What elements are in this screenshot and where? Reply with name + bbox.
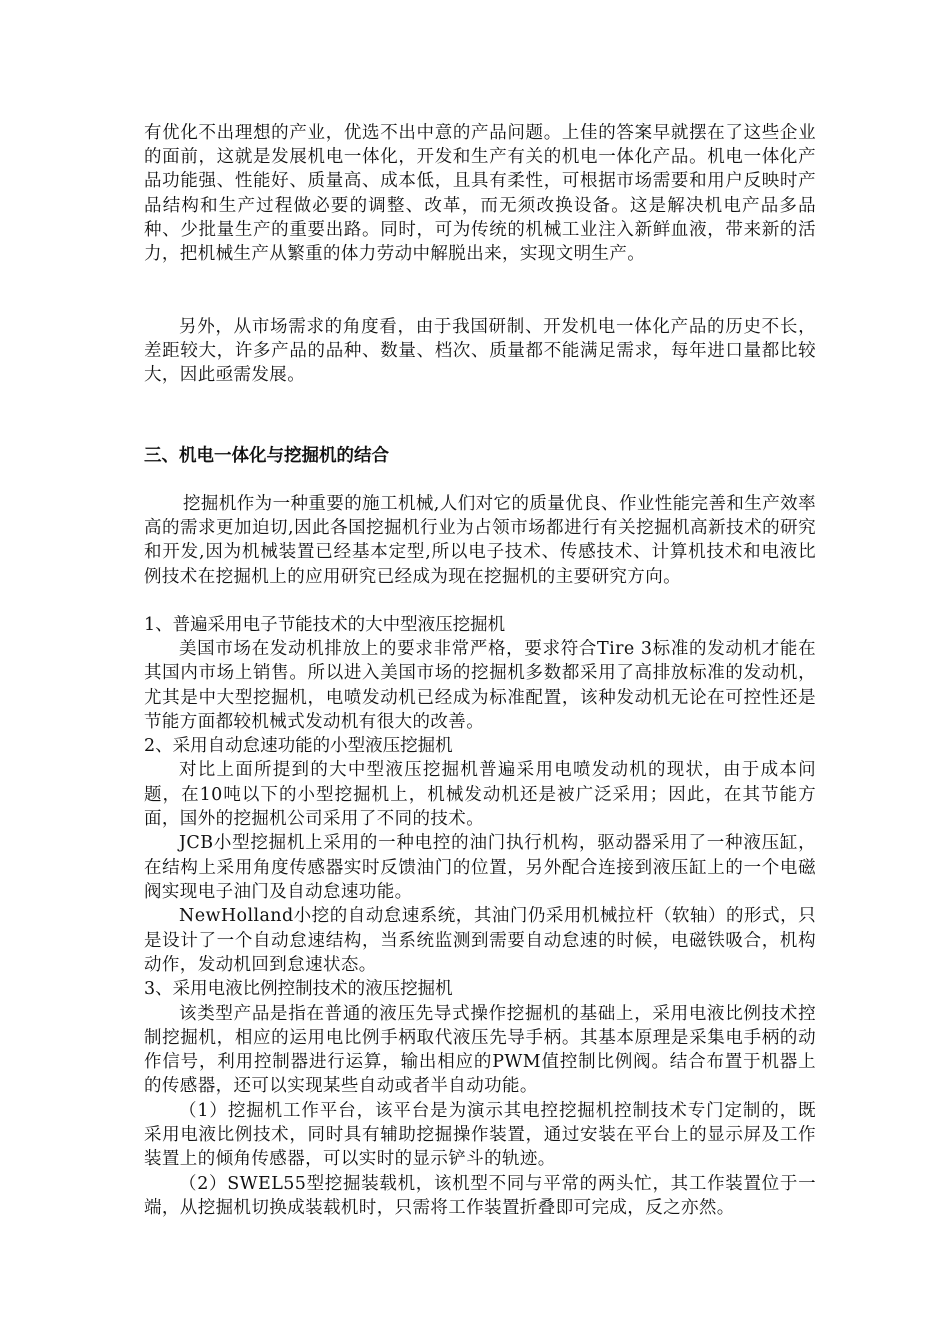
paragraph-swel55: （2）SWEL55型挖掘装载机，该机型不同与平常的两头忙，其工作装置位于一端，从挖掘机切换成装载机时，只需将工作装置折叠即可完成，反之亦然。 <box>144 1173 816 1218</box>
paragraph-intro: 有优化不出理想的产业，优选不出中意的产品问题。上佳的答案早就摆在了这些企业的面前，这就是发展机电一体化，开发和生产有关的机电一体化产品。机电一体化产品功能强、性能好、质量高、成本低，且具有柔性，可根据市场需要和用户反映时产品结构和生产过程做必要的调整、改革，而无须改换设备。这是解决机电产品多品种、少批量生产的重要出路。同时，可为传统的机械工业注入新鲜血液，带来新的活力，把机械生产从繁重的体力劳动中解脱出来，实现文明生产。 <box>144 123 816 265</box>
paragraph-electro-hydraulic: 该类型产品是指在普通的液压先导式操作挖掘机的基础上，采用电液比例技术控制挖掘机，相应的运用电比例手柄取代液压先导手柄。其基本原理是采集电手柄的动作信号，利用控制器进行运算，输出相应的PWM值控制比例阀。结合布置于机器上的传感器，还可以实现某些自动或者半自动功能。 <box>144 1003 816 1097</box>
paragraph-newholland: NewHolland小挖的自动怠速系统，其油门仍采用机械拉杆（软轴）的形式，只是设计了一个自动怠速结构，当系统监测到需要自动怠速的时候，电磁铁吸合，机构动作，发动机回到怠速状态。 <box>144 906 816 975</box>
document-body <box>144 121 816 1221</box>
paragraph-excavator-overview: 挖掘机作为一种重要的施工机械,人们对它的质量优良、作业性能完善和生产效率高的需求更加迫切,因此各国挖掘机行业为占领市场都进行有关挖掘机高新技术的研究和开发,因为机械装置已经基本定型,所以电子技术、传感技术、计算机技术和电液比例技术在挖掘机上的应用研究已经成为现在挖掘机的主要研究方向。 <box>144 494 816 587</box>
paragraph-small-excavators: 对比上面所提到的大中型液压挖掘机普遍采用电喷发动机的现状，由于成本问题，在10吨以下的小型挖掘机上，机械发动机还是被广泛采用；因此，在其节能方面，国外的挖掘机公司采用了不同的技术。 <box>144 760 816 829</box>
paragraph-market-demand: 另外，从市场需求的角度看，由于我国研制、开发机电一体化产品的历史不长，差距较大，许多产品的品种、数量、档次、质量都不能满足需求，每年进口量都比较大，因此亟需发展。 <box>144 317 816 386</box>
paragraph-platform: （1）挖掘机工作平台，该平台是为演示其电控挖掘机控制技术专门定制的，既采用电液比例技术，同时具有辅助挖掘操作装置，通过安装在平台上的显示屏及工作装置上的倾角传感器，可以实时的显示铲斗的轨迹。 <box>144 1100 816 1170</box>
paragraph-us-market: 美国市场在发动机排放上的要求非常严格，要求符合Tire 3标准的发动机才能在其国内市场上销售。所以进入美国市场的挖掘机多数都采用了高排放标准的发动机，尤其是中大型挖掘机，电喷发动机已经成为标准配置，该种发动机无论在可控性还是节能方面都较机械式发动机有很大的改善。 <box>144 639 816 732</box>
subheading-3: 3、采用电液比例控制技术的液压挖掘机 <box>144 979 453 1000</box>
paragraph-jcb: JCB小型挖掘机上采用的一种电控的油门执行机构，驱动器采用了一种液压缸，在结构上采用角度传感器实时反馈油门的位置，另外配合连接到液压缸上的一个电磁阀实现电子油门及自动怠速功能。 <box>144 833 816 902</box>
subheading-1: 1、普遍采用电子节能技术的大中型液压挖掘机 <box>144 615 506 635</box>
section-heading-3: 三、机电一体化与挖掘机的结合 <box>144 446 389 466</box>
subheading-2: 2、采用自动怠速功能的小型液压挖掘机 <box>144 736 453 757</box>
